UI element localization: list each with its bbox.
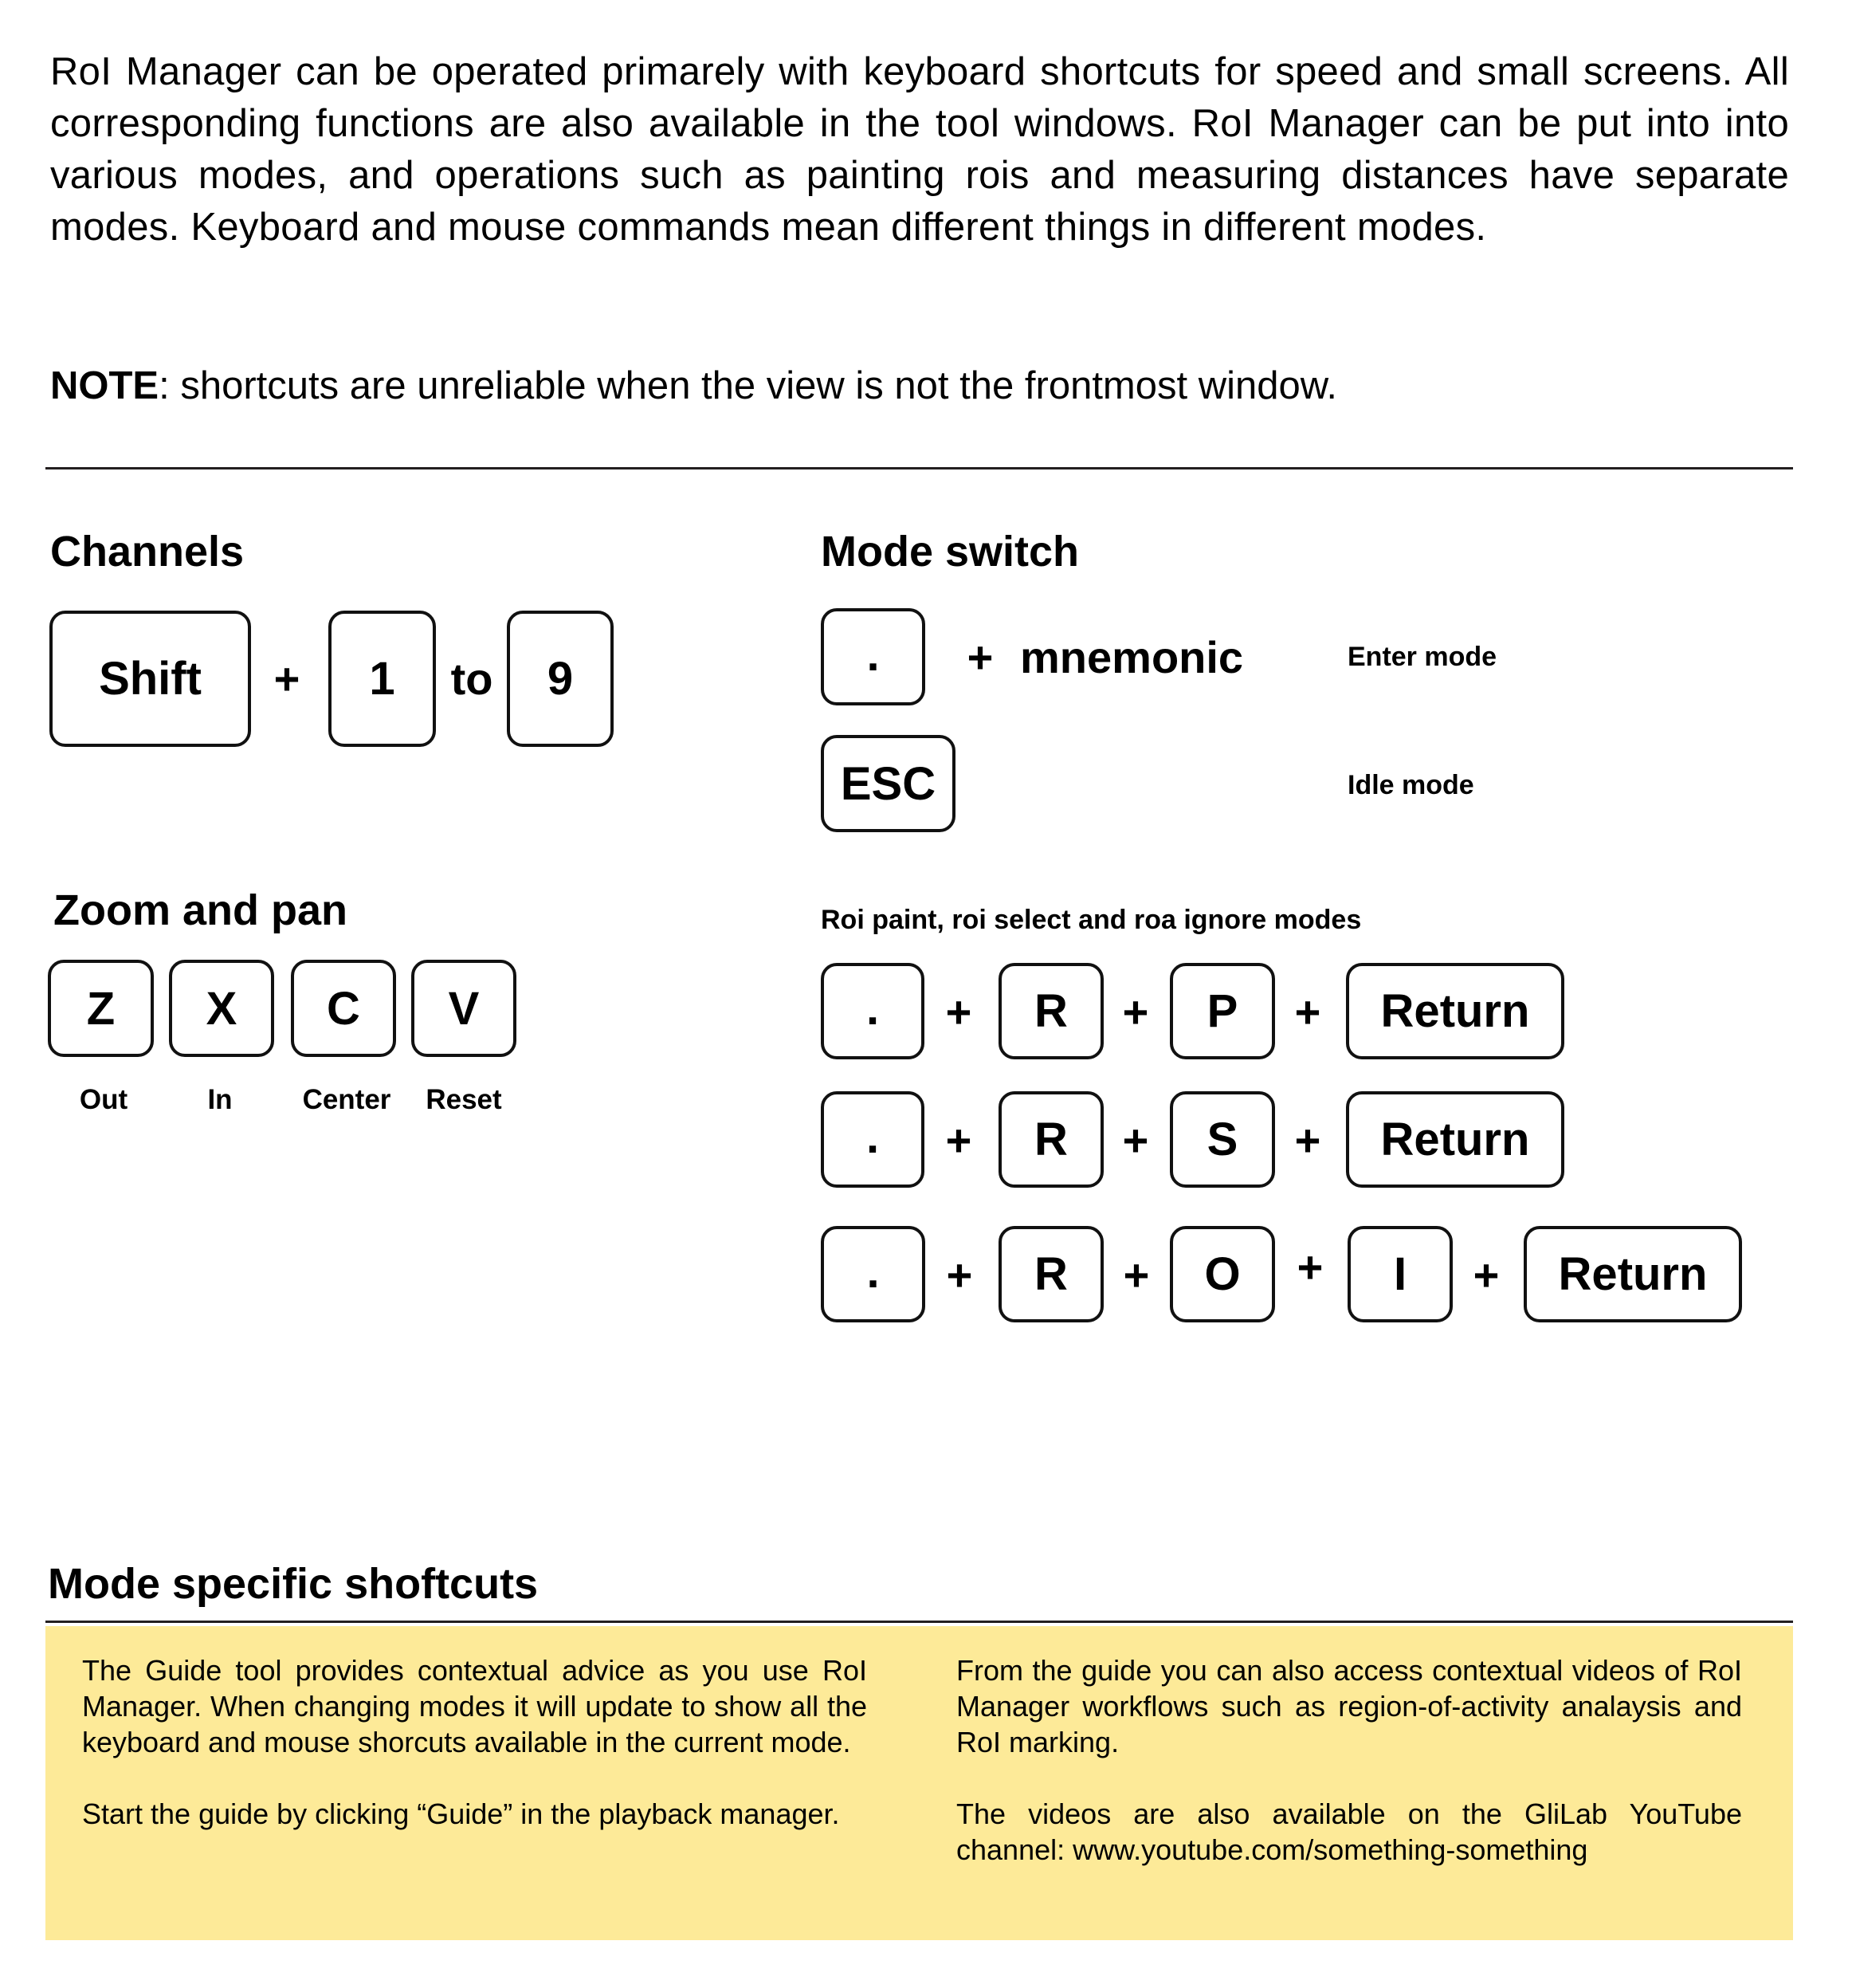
- key-s: S: [1170, 1091, 1275, 1188]
- key-period: .: [821, 608, 925, 705]
- key-period: .: [821, 1226, 925, 1322]
- mode-specific-heading: Mode specific shoftcuts: [48, 1560, 539, 1608]
- note-text: : shortcuts are unreliable when the view is not the frontmost window.: [159, 364, 1338, 407]
- plus-sign: +: [946, 1250, 973, 1300]
- zoom-in-label: In: [207, 1084, 233, 1115]
- plus-sign: +: [967, 632, 994, 682]
- plus-sign: +: [1123, 1250, 1150, 1300]
- plus-sign: +: [945, 1115, 972, 1165]
- videos-paragraph: From the guide you can also access contextual videos of RoI Manager workflows such as region-of-activity analaysis and RoI marking.: [956, 1654, 1742, 1758]
- note-line: [50, 360, 1789, 412]
- key-period: .: [821, 1091, 924, 1188]
- guide-info-left: [82, 1652, 867, 1868]
- guide-paragraph: The Guide tool provides contextual advice as you use RoI Manager. When changing modes it will update to show all the keyboard and mouse shorcuts available in the current mode.: [82, 1654, 867, 1758]
- idle-mode-description: Idle mode: [1348, 770, 1474, 800]
- guide-info-right: [956, 1652, 1742, 1904]
- roi-modes-caption: Roi paint, roi select and roa ignore modes: [821, 905, 1362, 935]
- key-z: Z: [48, 960, 154, 1057]
- key-return: Return: [1346, 1091, 1564, 1188]
- plus-sign: +: [1294, 987, 1321, 1037]
- zoom-pan-heading: Zoom and pan: [53, 886, 347, 934]
- enter-mode-description: Enter mode: [1348, 642, 1497, 672]
- section-divider: [45, 467, 1793, 469]
- center-label: Center: [302, 1084, 391, 1115]
- key-9: 9: [507, 611, 614, 747]
- key-return: Return: [1524, 1226, 1742, 1322]
- key-1: 1: [328, 611, 436, 747]
- key-esc: ESC: [821, 735, 955, 832]
- key-o: O: [1170, 1226, 1275, 1322]
- key-p: P: [1170, 963, 1275, 1059]
- zoom-out-label: Out: [79, 1084, 128, 1115]
- plus-sign: +: [1122, 1115, 1149, 1165]
- key-r: R: [999, 963, 1104, 1059]
- key-r: R: [999, 1226, 1104, 1322]
- plus-sign: +: [1473, 1250, 1500, 1300]
- mnemonic-label: mnemonic: [1020, 632, 1244, 682]
- key-period: .: [821, 963, 924, 1059]
- youtube-paragraph: The videos are also available on the GliLab YouTube channel: www.youtube.com/something-something: [956, 1797, 1742, 1866]
- plus-sign: +: [1297, 1242, 1324, 1292]
- plus-sign: +: [945, 987, 972, 1037]
- guide-start-paragraph: Start the guide by clicking “Guide” in the playback manager.: [82, 1797, 840, 1830]
- key-x: X: [169, 960, 274, 1057]
- key-i: I: [1348, 1226, 1453, 1322]
- key-v: V: [411, 960, 516, 1057]
- key-return: Return: [1346, 963, 1564, 1059]
- plus-sign: +: [273, 654, 300, 704]
- plus-sign: +: [1122, 987, 1149, 1037]
- intro-paragraph: RoI Manager can be operated primarely with keyboard shortcuts for speed and small screens. All corresponding functions are also available in the tool windows. RoI Manager can be put into into various modes, and operations such as painting rois and measuring distances have separate modes. Keyboard and mouse commands mean different things in different modes.: [50, 50, 1789, 249]
- reset-label: Reset: [426, 1084, 502, 1115]
- to-label: to: [450, 654, 493, 704]
- key-r: R: [999, 1091, 1104, 1188]
- note-label: NOTE: [50, 364, 159, 407]
- mode-specific-divider: [45, 1621, 1793, 1623]
- key-c: C: [291, 960, 396, 1057]
- key-shift: Shift: [49, 611, 251, 747]
- mode-switch-heading: Mode switch: [821, 528, 1080, 576]
- channels-heading: Channels: [50, 528, 245, 576]
- plus-sign: +: [1294, 1115, 1321, 1165]
